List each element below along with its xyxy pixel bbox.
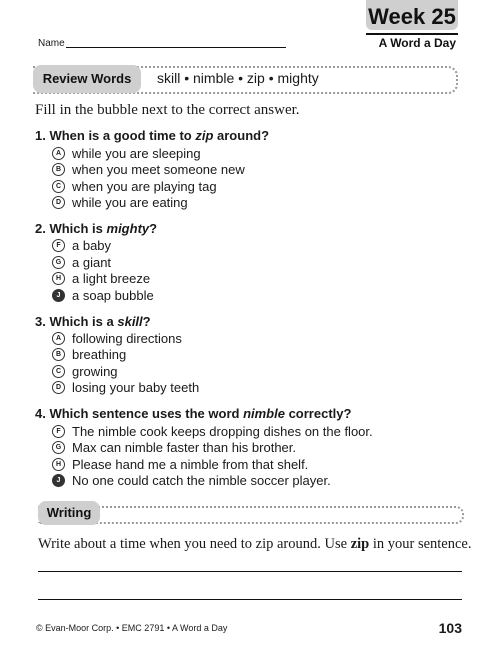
option-text: breathing [72,347,127,362]
option-text: following directions [72,331,182,346]
name-field-line[interactable] [66,47,286,48]
answer-bubble[interactable]: H [52,272,65,285]
option-text: The nimble cook keeps dropping dishes on the floor. [72,424,373,439]
q4-option-g[interactable] [52,440,296,455]
q4-option-h[interactable] [52,457,308,472]
option-text: while you are eating [72,195,188,210]
option-text: a light breeze [72,271,151,286]
question-2-text-end: ? [149,221,158,236]
question-1-text-end: around? [213,128,270,143]
option-text: a giant [72,255,112,270]
copyright-footer: © Evan-Moor Corp. • EMC 2791 • A Word a Day [36,623,228,633]
answer-bubble[interactable]: D [52,381,65,394]
question-1-keyword: zip [195,128,214,143]
question-3-keyword: skill [117,314,143,329]
answer-bubble[interactable]: F [52,425,65,438]
question-2-keyword: mighty [106,221,150,236]
book-subtitle: A Word a Day [378,36,456,50]
writing-prompt [38,536,472,553]
q1-option-c[interactable] [52,179,217,194]
option-text: a baby [72,238,112,253]
option-text: Max can nimble faster than his brother. [72,440,297,455]
question-4-text: 4. Which sentence uses the word [35,406,244,421]
question-4-text-end: correctly? [284,406,352,421]
writing-line-1[interactable] [38,571,462,572]
week-label: Week 25 [368,4,456,29]
answer-bubble[interactable]: H [52,458,65,471]
q3-option-a[interactable] [52,331,182,346]
answer-bubble[interactable]: G [52,441,65,454]
question-4 [35,406,351,421]
option-text: growing [72,364,118,379]
writing-label: Writing [38,501,100,525]
answer-bubble[interactable]: G [52,256,65,269]
q4-option-f[interactable] [52,424,373,439]
question-1-text: 1. When is a good time to [35,128,196,143]
question-3-text: 3. Which is a [35,314,118,329]
header-rule [366,33,458,35]
answer-bubble[interactable]: B [52,163,65,176]
q3-option-c[interactable] [52,364,118,379]
name-label: Name [38,38,65,49]
q1-option-d[interactable] [52,195,188,210]
q1-option-b[interactable] [52,162,245,177]
answer-bubble[interactable]: J [52,289,65,302]
q2-option-j[interactable] [52,288,154,303]
answer-bubble[interactable]: F [52,239,65,252]
option-text: while you are sleeping [72,146,201,161]
writing-line-2[interactable] [38,599,462,600]
q2-option-h[interactable] [52,271,150,286]
q2-option-f[interactable] [52,238,111,253]
option-text: Please hand me a nimble from that shelf. [72,457,309,472]
question-2 [35,221,157,236]
writing-prompt-text: Write about a time when you need to zip around. Use [38,536,351,552]
option-text: when you are playing tag [72,179,217,194]
option-text: a soap bubble [72,288,154,303]
q4-option-j[interactable] [52,473,331,488]
q3-option-d[interactable] [52,380,199,395]
question-3-text-end: ? [142,314,151,329]
question-1 [35,128,269,143]
question-3 [35,314,151,329]
writing-prompt-keyword: zip [350,536,370,552]
option-text: No one could catch the nimble soccer player. [72,473,331,488]
answer-bubble[interactable]: C [52,365,65,378]
question-4-keyword: nimble [243,406,285,421]
q2-option-g[interactable] [52,255,111,270]
answer-bubble[interactable]: A [52,147,65,160]
option-text: when you meet someone new [72,162,245,177]
answer-bubble[interactable]: A [52,332,65,345]
review-words-label: Review Words [33,65,141,93]
q1-option-a[interactable] [52,146,201,161]
review-words-list: skill • nimble • zip • mighty [157,70,319,86]
answer-bubble[interactable]: C [52,180,65,193]
option-text: losing your baby teeth [72,380,200,395]
writing-prompt-text-end: in your sentence. [369,536,472,552]
answer-bubble[interactable]: D [52,196,65,209]
question-2-text: 2. Which is [35,221,107,236]
answer-bubble[interactable]: B [52,348,65,361]
instructions: Fill in the bubble next to the correct answer. [35,102,300,118]
writing-frame [38,506,464,524]
q3-option-b[interactable] [52,347,126,362]
page-number: 103 [438,620,462,636]
answer-bubble[interactable]: J [52,474,65,487]
